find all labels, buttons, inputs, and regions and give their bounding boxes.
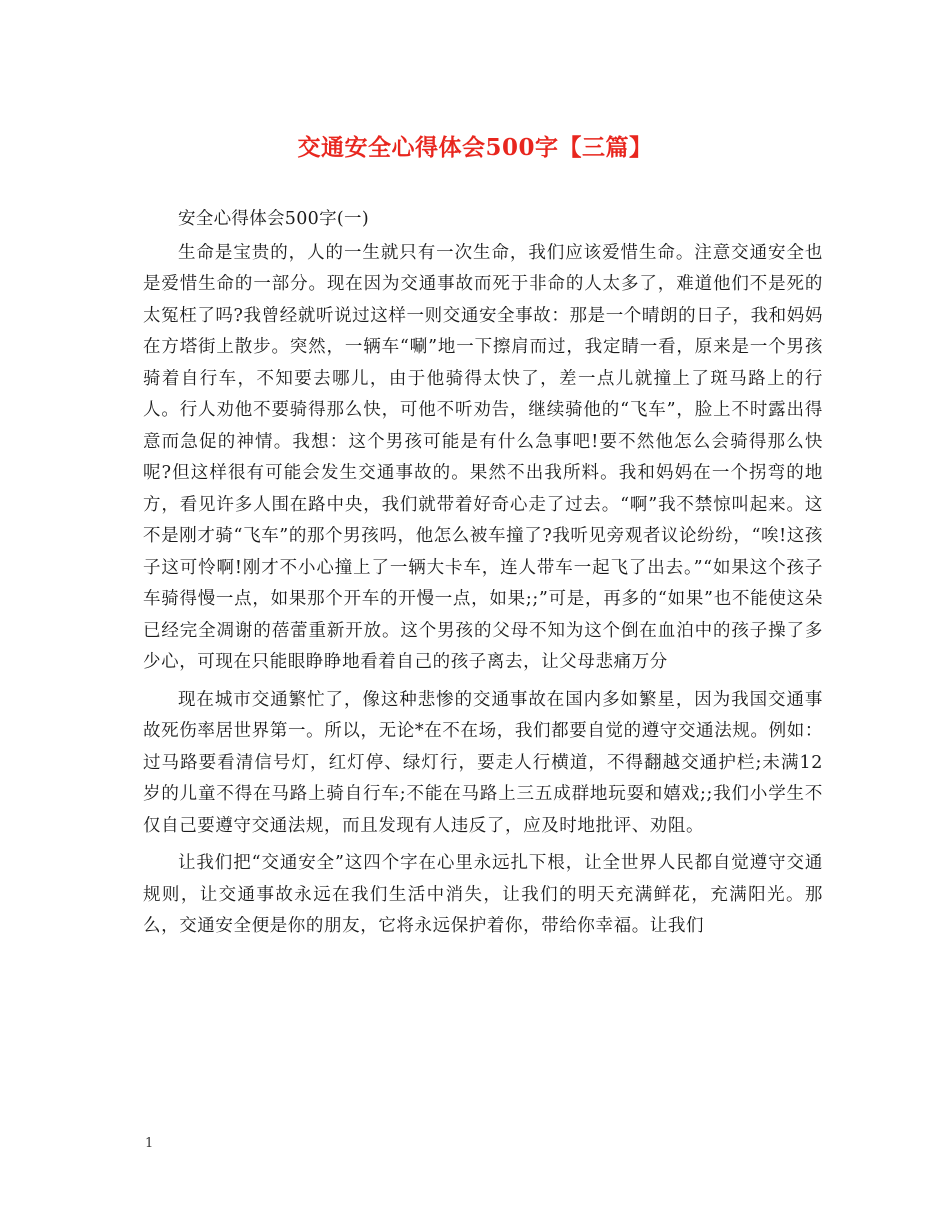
document-title: 交通安全心得体会500字【三篇】: [297, 134, 653, 161]
page-number: 1: [145, 1136, 154, 1151]
paragraph-3: 让我们把“交通安全”这四个字在心里永远扎下根，让全世界人民都自觉遵守交通规则，让交通事故永远在我们生活中消失，让我们的明天充满鲜花，充满阳光。那么，交通安全便是你的朋友，它将永远保护着你，带给你幸福。让我们: [143, 853, 823, 936]
paragraph-1: 生命是宝贵的，人的一生就只有一次生命，我们应该爱惜生命。注意交通安全也是爱惜生命的一部分。现在因为交通事故而死于非命的人太多了，难道他们不是死的太冤枉了吗?我曾经就听说过这样一则交通安全事故：那是一个晴朗的日子，我和妈妈在方塔街上散步。突然，一辆车“唰”地一下擦肩而过，我定睛一看，原来是一个男孩骑着自行车，不知要去哪儿，由于他骑得太快了，差一点儿就撞上了斑马路上的行人。行人劝他不要骑得那么快，可他不听劝告，继续骑他的“飞车”，脸上不时露出得意而急促的神情。我想：这个男孩可能是有什么急事吧!要不然他怎么会骑得那么快呢?但这样很有可能会发生交通事故的。果然不出我所料。我和妈妈在一个拐弯的地方，看见许多人围在路中央，我们就带着好奇心走了过去。“啊”我不禁惊叫起来。这不是刚才骑“飞车”的那个男孩吗，他怎么被车撞了?我听见旁观者议论纷纷，“唉!这孩子这可怜啊!刚才不小心撞上了一辆大卡车，连人带车一起飞了出去。”“如果这个孩子车骑得慢一点，如果那个开车的开慢一点，如果;;”可是，再多的“如果”也不能使这朵已经完全凋谢的蓓蕾重新开放。这个男孩的父母不知为这个倒在血泊中的孩子操了多少心，可现在只能眼睁睁地看着自己的孩子离去，让父母悲痛万分: [143, 242, 823, 672]
section-heading: 安全心得体会500字(一): [178, 209, 369, 229]
paragraph-2: 现在城市交通繁忙了，像这种悲惨的交通事故在国内多如繁星，因为我国交通事故死伤率居世界第一。所以，无论*在不在场，我们都要自觉的遵守交通法规。例如：过马路要看清信号灯，红灯停、绿灯行，要走人行横道，不得翻越交通护栏;未满12岁的儿童不得在马路上骑自行车;不能在马路上三五成群地玩耍和嬉戏;;我们小学生不仅自己要遵守交通法规，而且发现有人违反了，应及时地批评、劝阻。: [143, 689, 823, 836]
document-body: [143, 204, 823, 949]
